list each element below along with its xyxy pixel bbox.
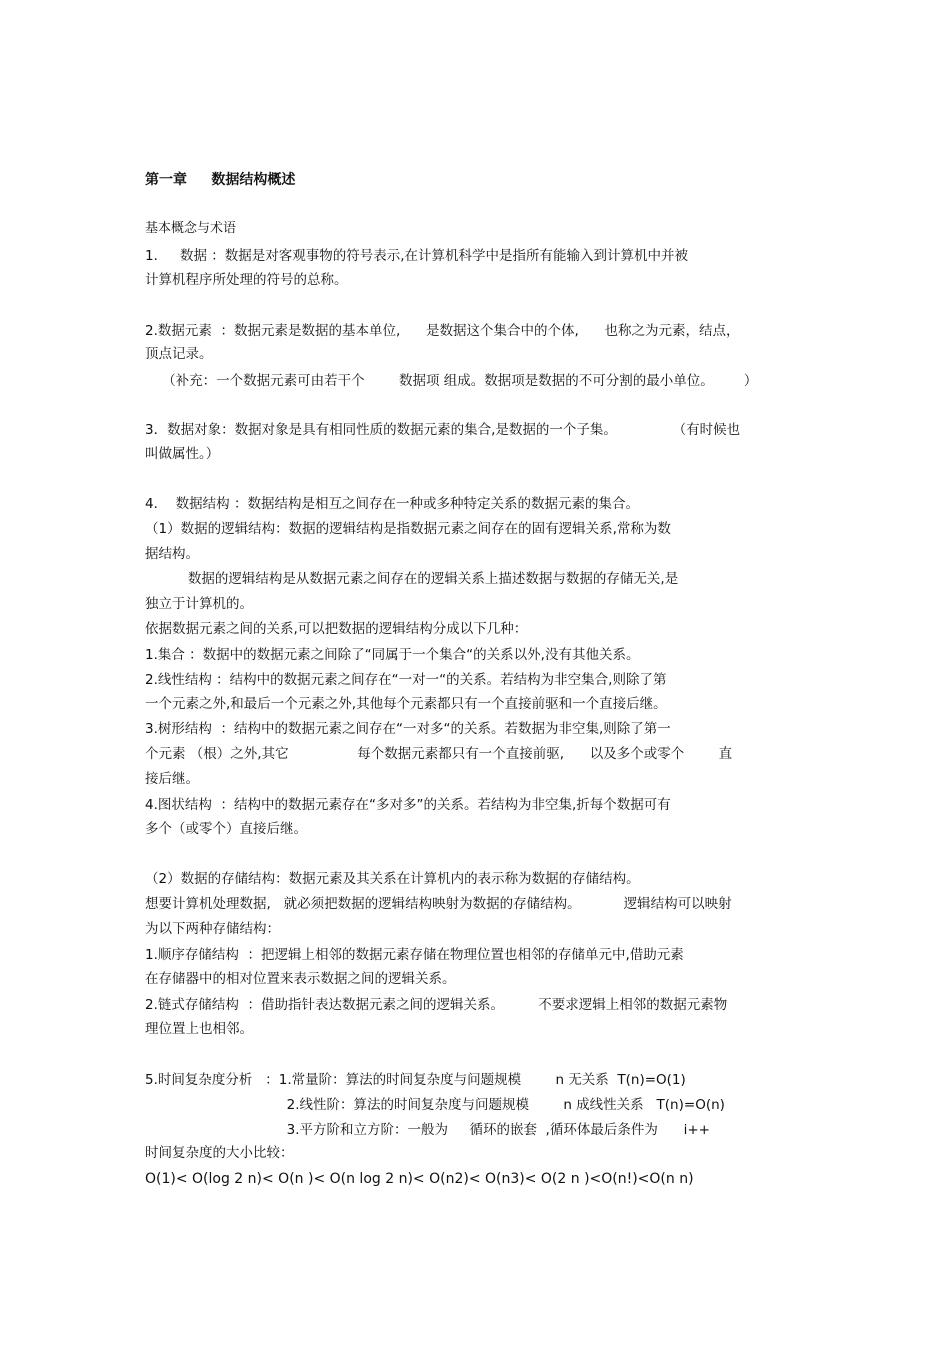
storage-line7: 理位置上也相邻。: [145, 1021, 253, 1037]
chapter-title: 第一章 数据结构概述: [145, 172, 296, 188]
item3-line1: 3．数据对象：数据对象是具有相同性质的数据元素的集合,是数据的一个子集。 （有时候也: [145, 422, 741, 438]
item4-line2: （1）数据的逻辑结构：数据的逻辑结构是指数据元素之间存在的固有逻辑关系,常称为数: [145, 521, 671, 537]
storage-line3: 为以下两种存储结构：: [145, 921, 280, 937]
item4-line8: 2.线性结构 ：结构中的数据元素之间存在“一对一“的关系。若结构为非空集合,则除了第: [145, 672, 667, 688]
item1-line1: 1． 数据 ：数据是对客观事物的符号表示,在计算机科学中是指所有能输入到计算机中并被: [145, 248, 689, 264]
item4-line6: 依据数据元素之间的关系,可以把数据的逻辑结构分成以下几种：: [145, 621, 528, 637]
item4-line13: 4.图状结构 ：结构中的数据元素存在“多对多”的关系。若结构为非空集,折每个数据可有: [145, 797, 671, 813]
storage-line4: 1.顺序存储结构 ：把逻辑上相邻的数据元素存储在物理位置也相邻的存储单元中,借助元素: [145, 947, 684, 963]
item4-line1: 4． 数据结构 ：数据结构是相互之间存在一种或多种特定关系的数据元素的集合。: [145, 496, 639, 512]
item4-line7: 1.集合 ：数据中的数据元素之间除了“同属于一个集合“的关系以外,没有其他关系。: [145, 647, 640, 663]
item4-line11: 个元素 （根）之外,其它 每个数据元素都只有一个直接前驱, 以及多个或零个 直: [145, 746, 733, 762]
item2-line2: 顶点记录。: [145, 346, 213, 362]
basics-heading: 基本概念与术语: [145, 221, 237, 236]
item4-line9: 一个元素之外,和最后一个元素之外,其他每个元素都只有一个直接前驱和一个直接后继。: [145, 696, 667, 712]
complexity-order: O(1)< O(log 2 n)< O(n )< O(n log 2 n)< O(n2)< O(n3)< O(2 n )<O(n!)<O(n n): [145, 1171, 694, 1187]
item4-line3: 据结构。: [145, 546, 199, 562]
item4-line5: 独立于计算机的。: [145, 596, 253, 612]
item4-line10: 3.树形结构 ：结构中的数据元素之间存在“一对多“的关系。若数据为非空集,则除了第一: [145, 721, 671, 737]
item3-line2: 叫做属性。）: [145, 446, 220, 462]
storage-line6: 2.链式存储结构 ：借助指针表达数据元素之间的逻辑关系。 不要求逻辑上相邻的数据元素物: [145, 997, 728, 1013]
item1-line2: 计算机程序所处理的符号的总称。: [145, 272, 348, 288]
item2-note: （补充：一个数据元素可由若干个 数据项 组成。数据项是数据的不可分割的最小单位。 ）: [145, 373, 758, 389]
storage-line5: 在存储器中的相对位置来表示数据之间的逻辑关系。: [145, 971, 456, 987]
item5-line4: 时间复杂度的大小比较：: [145, 1145, 294, 1161]
item4-line12: 接后继。: [145, 771, 199, 787]
storage-line2: 想要计算机处理数据, 就必须把数据的逻辑结构映射为数据的存储结构。 逻辑结构可以映射: [145, 896, 732, 912]
storage-line1: （2）数据的存储结构：数据元素及其关系在计算机内的表示称为数据的存储结构。: [145, 871, 640, 887]
item2-line1: 2.数据元素 ：数据元素是数据的基本单位, 是数据这个集合中的个体, 也称之为元素，结点，: [145, 323, 740, 339]
item4-line4: 数据的逻辑结构是从数据元素之间存在的逻辑关系上描述数据与数据的存储无关,是: [145, 571, 679, 587]
item4-line14: 多个（或零个）直接后继。: [145, 821, 307, 837]
item5-line3: 3.平方阶和立方阶：一般为 循环的嵌套 ,循环体最后条件为 i++: [145, 1122, 710, 1138]
item5-line1: 5.时间复杂度分析 ：1.常量阶：算法的时间复杂度与问题规模 n 无关系 T(n)=O(1): [145, 1072, 686, 1088]
item5-line2: 2.线性阶：算法的时间复杂度与问题规模 n 成线性关系 T(n)=O(n): [145, 1097, 725, 1113]
